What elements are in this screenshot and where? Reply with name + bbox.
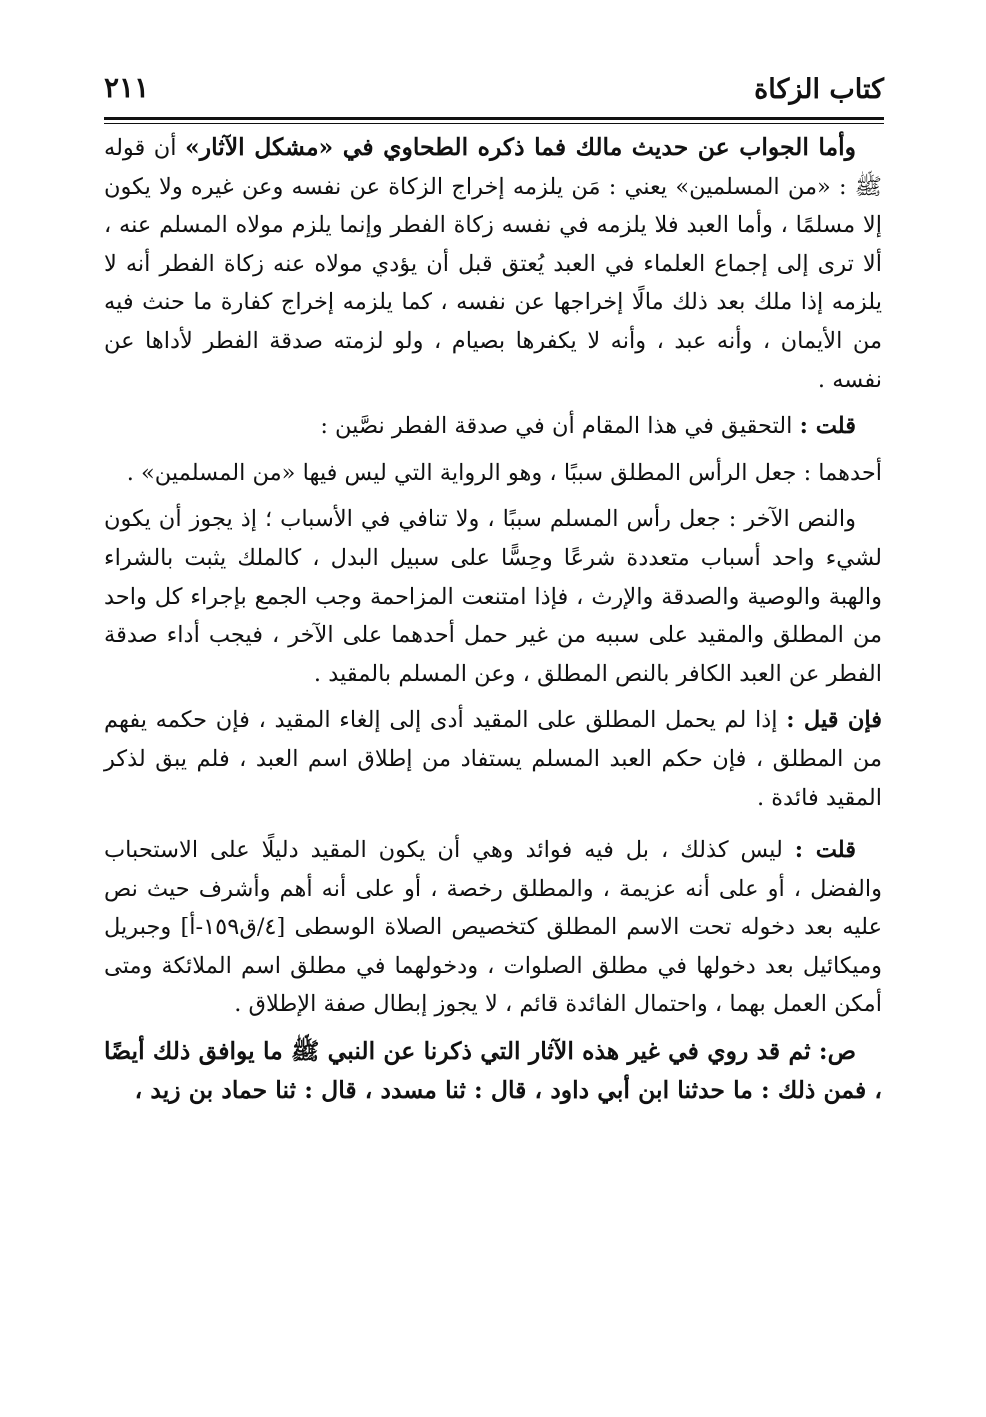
chapter-title: كتاب الزكاة <box>754 74 884 105</box>
paragraph-text: أن قوله ﷺ : «من المسلمين» يعني : مَن يلزمه إخراج الزكاة عن نفسه وعن غيره ولا يكون إلا مسلمًا ، وأما العبد فلا يلزمه في نفسه زكاة الفطر وإنما يلزم مولاه المسلم عنه ، ألا ترى إلى إجماع العلماء في العبد يُعتق قبل أن يؤدي مولاه عنه زكاة الفطر أنه لا يلزمه إذا ملك بعد ذلك مالًا إخراجها عن نفسه ، كما يلزمه إخراج كفارة ما حنث فيه من الأيمان ، وأنه عبد ، وأنه لا يكفرها بصيام ، ولو لزمته صدقة الفطر لأداها عن نفسه . <box>104 135 882 393</box>
paragraph-lead: قلت : <box>799 413 856 440</box>
page-header <box>104 64 884 116</box>
paragraph-objection <box>104 701 882 817</box>
body-text <box>104 128 882 1109</box>
paragraph-text: والنص الآخر : جعل رأس المسلم سببًا ، ولا تنافي في الأسباب ؛ إذ يجوز أن يكون لشيء واحد أسباب متعددة شرعًا وحِسًّا على سبيل البدل ، كالملك يثبت بالشراء والهبة والوصية والصدقة والإرث ، فإذا امتنعت المزاحمة وجب الجمع بإجراء كل واحد من المطلق والمقيد على سببه من غير حمل أحدهما على الآخر ، فيجب أداء صدقة الفطر عن العبد الكافر بالنص المطلق ، وعن المسلم بالمقيد . <box>104 506 882 687</box>
header-rule-thick <box>104 117 884 120</box>
paragraph-lead: فإن قيل : <box>786 707 882 734</box>
paragraph-answer <box>104 128 882 399</box>
paragraph-lead: قلت : <box>794 837 856 864</box>
paragraph-qult-1 <box>104 407 882 446</box>
paragraph-text: ص: ثم قد روي في غير هذه الآثار التي ذكرنا عن النبي ﷺ ما يوافق ذلك أيضًا ، فمن ذلك : ما حدثنا ابن أبي داود ، قال : ثنا مسدد ، قال : ثنا حماد بن زيد ، <box>104 1037 882 1104</box>
paragraph-text: إذا لم يحمل المطلق على المقيد أدى إلى إلغاء المقيد ، فإن حكمه يفهم من المطلق ، فإن حكم العبد المسلم يستفاد من إطلاق اسم العبد ، فلم يبق لذكر المقيد فائدة . <box>104 707 882 811</box>
page-number: ٢١١ <box>104 71 150 104</box>
paragraph-text: ليس كذلك ، بل فيه فوائد وهي أن يكون المقيد دليلًا على الاستحباب والفضل ، أو على أنه عزيمة ، والمطلق رخصة ، أو على أنه أهم وأشرف حيث نص عليه بعد دخوله تحت الاسم المطلق كتخصيص الصلاة الوسطى [٤/ق١٥٩-أ] وجبريل وميكائيل بعد دخولها في مطلق الصلوات ، ودخولهما في مطلق اسم الملائكة ومتى أمكن العمل بهما ، واحتمال الفائدة قائم ، لا يجوز إبطال صفة الإطلاق . <box>104 837 882 1018</box>
paragraph-second-text <box>104 500 882 693</box>
paragraph-text: التحقيق في هذا المقام أن في صدقة الفطر نصَّين : <box>320 413 800 440</box>
paragraph-first-text <box>104 454 882 493</box>
paragraph-text: أحدهما : جعل الرأس المطلق سببًا ، وهو الرواية التي ليس فيها «من المسلمين» . <box>126 459 882 486</box>
header-rule-thin <box>104 123 884 124</box>
paragraph-sad <box>104 1032 882 1109</box>
paragraph-qult-2 <box>104 831 882 1024</box>
paragraph-lead: وأما الجواب عن حديث مالك فما ذكره الطحاوي في «مشكل الآثار» <box>185 133 856 161</box>
